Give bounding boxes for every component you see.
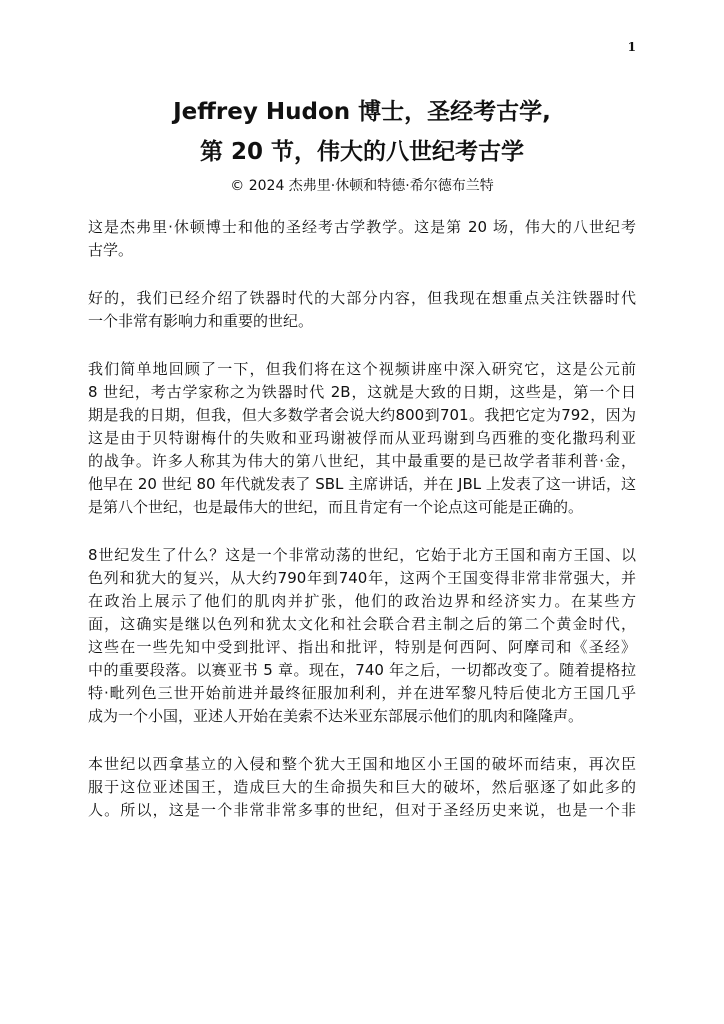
paragraph-focus [88, 287, 636, 333]
text-line: 特·毗列色三世开始前进并最终征服加利利，并在进军黎凡特后使北方王国几乎 [88, 684, 636, 702]
paragraph-events [88, 544, 636, 728]
text-line: 本世纪以西拿基立的入侵和整个犹大王国和地区小王国的破坏而结束，再次臣 [88, 755, 636, 773]
body-text [88, 216, 636, 847]
text-line: 是第八个世纪，也是最伟大的世纪，而且肯定有一个论点这可能是正确的。 [88, 498, 584, 516]
text-line: 这是由于贝特谢梅什的失败和亚玛谢被俘而从亚玛谢到乌西雅的变化撒玛利亚 [88, 429, 636, 447]
title-block [90, 92, 634, 198]
text-line: 期是我的日期，但我，但大多数学者会说大约800到701。我把它定为792，因为 [88, 406, 636, 424]
paragraph-intro [88, 216, 636, 262]
title-line-2: 第 20 节，伟大的八世纪考古学 [199, 139, 525, 165]
paragraph-conclusion [88, 753, 636, 822]
text-line: 他早在 20 世纪 80 年代就发表了 SBL 主席讲话，并在 JBL 上发表了这一讲话，这 [88, 475, 636, 493]
title-line-1: Jeffrey Hudon 博士，圣经考古学, [173, 99, 551, 125]
text-line: 8 世纪，考古学家称之为铁器时代 2B，这就是大致的日期，这些是，第一个日 [88, 383, 636, 401]
text-line: 一个非常有影响力和重要的世纪。 [88, 312, 314, 330]
text-line: 在政治上展示了他们的肌肉并扩张，他们的政治边界和经济实力。在某些方 [88, 592, 636, 610]
page-number: 1 [627, 40, 636, 54]
text-line: 成为一个小国，亚述人开始在美索不达米亚东部展示他们的肌肉和隆隆声。 [88, 707, 584, 725]
text-line: 的战争。许多人称其为伟大的第八世纪，其中最重要的是已故学者菲利普·金， [88, 452, 636, 470]
text-line: 面，这确实是继以色列和犹太文化和社会联合君主制之后的第二个黄金时代， [88, 615, 636, 633]
text-line: 中的重要段落。以赛亚书 5 章。现在，740 年之后，一切都改变了。随着提格拉 [88, 661, 636, 679]
copyright-notice: © 2024 杰弗里·休顿和特德·希尔德布兰特 [230, 178, 494, 194]
text-line: 色列和犹大的复兴，从大约790年到740年，这两个王国变得非常非常强大，并 [88, 569, 636, 587]
text-line: 好的，我们已经介绍了铁器时代的大部分内容，但我现在想重点关注铁器时代 [88, 289, 636, 307]
paragraph-eighth-century [88, 358, 636, 519]
text-line: 古学。 [88, 241, 134, 259]
text-line: 这些在一些先知中受到批评、指出和批评，特别是何西阿、阿摩司和《圣经》 [88, 638, 636, 656]
text-line: 服于这位亚述国王，造成巨大的生命损失和巨大的破坏，然后驱逐了如此多的 [88, 778, 636, 796]
text-line: 我们简单地回顾了一下，但我们将在这个视频讲座中深入研究它，这是公元前 [88, 360, 636, 378]
text-line: 人。所以，这是一个非常非常多事的世纪，但对于圣经历史来说，也是一个非 [88, 801, 636, 819]
text-line: 这是杰弗里·休顿博士和他的圣经考古学教学。这是第 20 场，伟大的八世纪考 [88, 218, 636, 236]
text-line: 8世纪发生了什么？这是一个非常动荡的世纪，它始于北方王国和南方王国、以 [88, 546, 636, 564]
